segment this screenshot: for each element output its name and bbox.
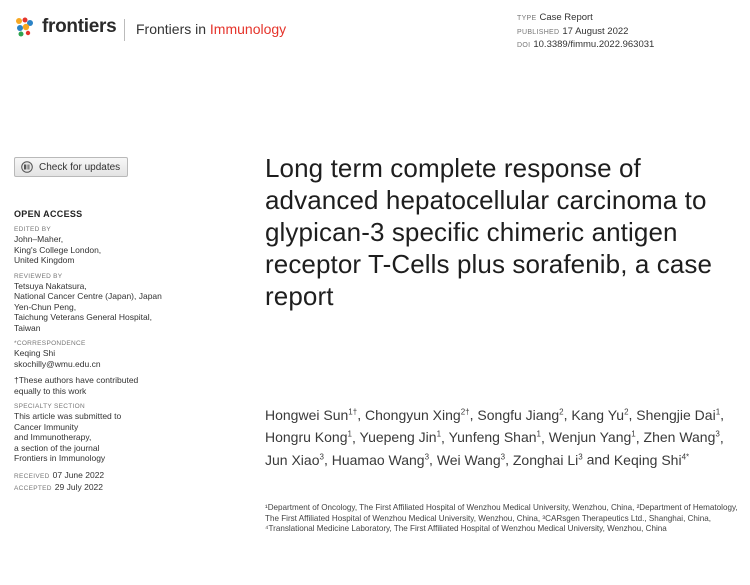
check-for-updates-button[interactable] <box>14 157 128 177</box>
published-row: PUBLISHED 17 August 2022 <box>517 25 629 37</box>
received-row: RECEIVED 07 June 2022 <box>14 469 105 480</box>
frontiers-logo[interactable] <box>14 16 116 38</box>
doi-row[interactable]: DOI 10.3389/fimmu.2022.963031 <box>517 39 655 50</box>
author[interactable] <box>332 452 429 468</box>
author-name: Shengjie Dai <box>636 406 716 423</box>
type-row: TYPE Case Report <box>517 12 593 23</box>
article-sidebar <box>14 209 249 494</box>
author[interactable] <box>513 452 583 468</box>
check-updates-label: Check for updates <box>39 161 121 173</box>
author-affiliation-mark: 4* <box>681 452 690 462</box>
author-name: Huamao Wang <box>331 451 425 468</box>
author-name: Zhen Wang <box>643 429 716 446</box>
author[interactable] <box>265 407 357 423</box>
author-name: Kang Yu <box>571 406 625 423</box>
dates-section <box>14 470 249 494</box>
author-name: Jun Xiao <box>265 451 320 468</box>
author-name: Yunfeng Shan <box>448 429 537 446</box>
equal-contribution-note: †These authors have contributed equally to this work <box>14 375 139 396</box>
author[interactable] <box>360 429 442 445</box>
author[interactable] <box>365 407 470 423</box>
check-updates-icon <box>21 161 33 173</box>
author[interactable] <box>636 407 720 423</box>
correspondent-email[interactable]: skochilly@wmu.edu.cn <box>14 358 101 369</box>
author-affiliation-mark: 3 <box>424 452 430 462</box>
journal-name[interactable] <box>136 21 286 37</box>
affiliations: ¹Department of Oncology, The First Affiliated Hospital of Wenzhou Medical University, Wenzhou, China, ²Department of Hematology, The First Affiliated Hospital of Wenzhou Medical University, Wenzhou, China, ³CARsgen Therapeutics Ltd., Shanghai, China, ⁴Translational Medicine Laboratory, The First Affiliated Hospital of Wenzhou Medical University, Wenzhou, China <box>265 503 738 533</box>
author[interactable] <box>614 452 689 468</box>
author-affiliation-mark: 2 <box>559 407 564 416</box>
author-name: Hongwei Sun <box>265 406 349 423</box>
author[interactable] <box>449 429 541 445</box>
author-affiliation-mark: 3 <box>578 452 583 462</box>
author[interactable] <box>571 407 628 423</box>
author-name: Wei Wang <box>436 451 501 468</box>
author-affiliation-mark: 3 <box>319 452 324 462</box>
author-list: Hongwei Sun$^{1\dagger}$, Chongyun Xing$^{2\dagger}$, Songfu Jiang$^2$, Kang Yu$^2$, Shengjie Dai$^1$, Hongru Kong$^1$, Yuepeng Jin$^1$, Yunfeng Shan$^1$, Wenjun Yang$^1$, Zhen Wang$^3$, Jun Xiao$^3$, Huamao Wang$^3$, Wei Wang$^3$, Zonghai Li$^3$ and Keqing Shi$^{4*}$ <box>265 406 725 468</box>
author-name: Keqing Shi <box>613 451 682 468</box>
journal-prefix: Frontiers in <box>136 21 210 37</box>
author-affiliation-mark: 1 <box>536 429 541 439</box>
accepted-row: ACCEPTED 29 July 2022 <box>14 481 103 492</box>
author-affiliation-mark: 1 <box>715 407 721 416</box>
author-name: Chongyun Xing <box>364 406 461 423</box>
author-affiliation-mark: 1 <box>347 429 352 439</box>
article-title: Long term complete response of advanced hepatocellular carcinoma to glypican-3 specific chimeric antigen receptor T-Cells plus sorafenib, a case report <box>265 153 713 311</box>
specialty-section: SPECIALTY SECTION This article was submitted to Cancer Immunity and Immunotherapy, a section of the journal Frontiers in Immunology <box>14 403 122 463</box>
article-meta <box>517 12 654 53</box>
reviewed-by-section: REVIEWED BY Tetsuya Nakatsura, National Cancer Centre (Japan), Japan Yen-Chun Peng, Taichung Veterans General Hospital, Taiwan <box>14 272 162 333</box>
author-affiliation-mark: 1† <box>348 407 358 416</box>
author[interactable] <box>549 429 636 445</box>
author-affiliation-mark: 1 <box>631 429 636 439</box>
author-affiliation-mark: 3 <box>715 429 720 439</box>
correspondence-section: *CORRESPONDENCE Keqing Shi skochilly@wmu.edu.cn <box>14 339 249 369</box>
author-affiliation-mark: 1 <box>436 429 442 439</box>
edited-by-section: EDITED BY John–Maher, King's College London, United Kingdom <box>14 226 102 265</box>
correspondent-name: Keqing Shi <box>14 348 56 358</box>
author[interactable] <box>477 407 563 423</box>
journal-accent: Immunology <box>209 21 287 37</box>
author[interactable] <box>644 429 720 445</box>
author[interactable] <box>265 452 324 468</box>
open-access-label: OPEN ACCESS <box>14 209 83 219</box>
author-name: Zonghai Li <box>512 451 579 468</box>
author-name: Songfu Jiang <box>477 406 560 423</box>
brand-name: frontiers <box>42 16 117 37</box>
author[interactable] <box>437 452 505 468</box>
author-affiliation-mark: 2 <box>624 407 629 416</box>
frontiers-logo-icon <box>14 16 36 38</box>
author-affiliation-mark: 2† <box>460 407 470 416</box>
author[interactable] <box>265 429 352 445</box>
author-name: Wenjun Yang <box>548 429 632 446</box>
author-name: Hongru Kong <box>265 429 348 446</box>
author-affiliation-mark: 3 <box>500 452 506 462</box>
header-divider <box>124 19 125 41</box>
author-name: Yuepeng Jin <box>359 429 437 446</box>
